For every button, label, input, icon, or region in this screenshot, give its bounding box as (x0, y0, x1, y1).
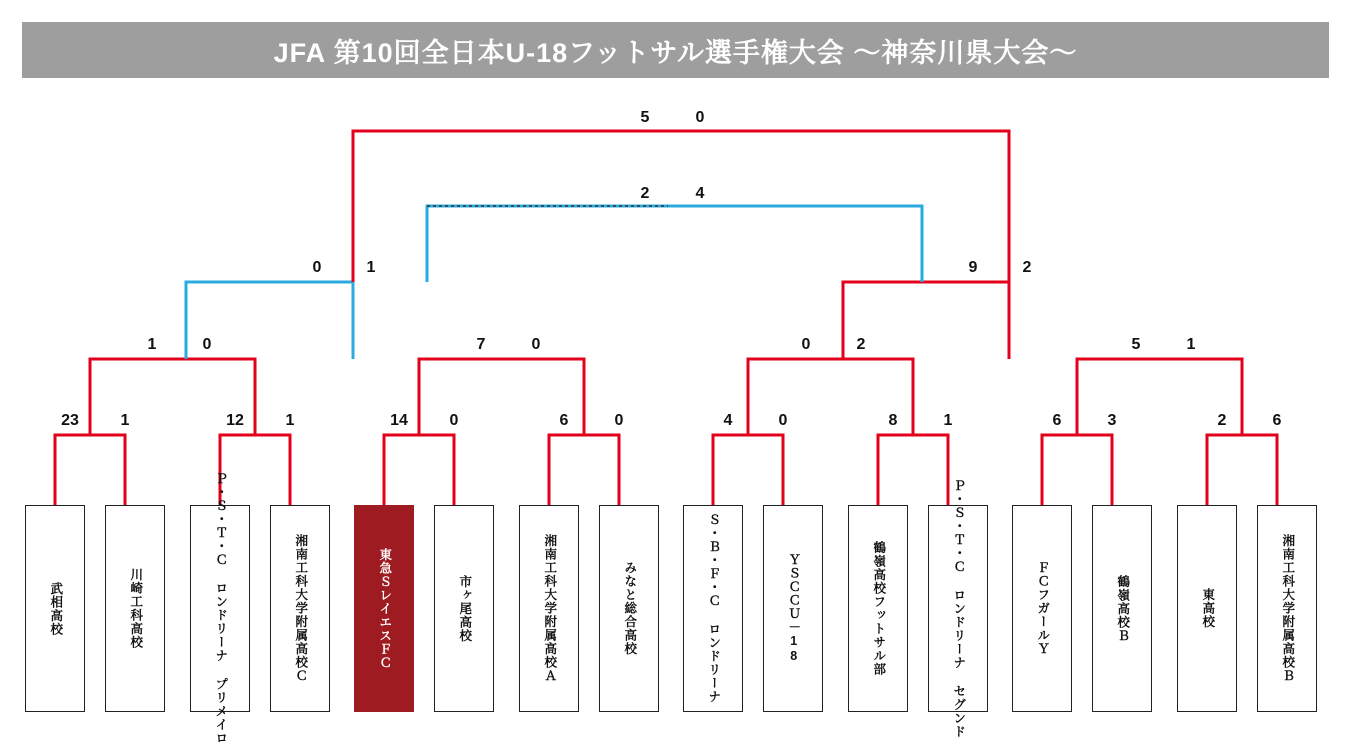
score-r1m4-right: 0 (614, 412, 624, 429)
team-name: 鶴嶺高校Ｂ (1115, 574, 1130, 643)
score-r1m1-left: 23 (61, 412, 79, 429)
team-name: 湘南工科大学附属高校Ｂ (1280, 534, 1295, 683)
team-name: Ｓ・Ｂ・Ｆ・Ｃ ロンドリーナ (706, 513, 721, 704)
score-qf4-left: 5 (1131, 336, 1141, 353)
team-box[interactable] (928, 478, 988, 739)
score-sf1-right: 1 (366, 259, 376, 276)
team-box[interactable] (683, 505, 743, 712)
score-r1m3-left: 14 (390, 412, 408, 429)
score-r1m7-left: 6 (1052, 412, 1062, 429)
score-final-right: 0 (695, 109, 705, 126)
score-qf3-right: 2 (856, 336, 866, 353)
team-name: 湘南工科大学附属高校Ｃ (293, 534, 308, 683)
team-name: 鶴嶺高校フットサル部 (871, 541, 886, 676)
team-name: Ｐ・Ｓ・Ｔ・Ｃ ロンドリーナ プリメイロ (213, 472, 228, 745)
score-third-left: 2 (640, 185, 650, 202)
score-r1m7-right: 3 (1107, 412, 1117, 429)
team-box[interactable] (1177, 505, 1237, 712)
team-box[interactable] (848, 505, 908, 712)
team-box[interactable] (1257, 505, 1317, 712)
team-box[interactable] (519, 505, 579, 712)
team-box[interactable] (190, 472, 250, 745)
score-qf1-left: 1 (147, 336, 157, 353)
score-r1m1-right: 1 (120, 412, 130, 429)
team-name: 川崎工科高校 (128, 568, 143, 649)
score-sf2-right: 2 (1022, 259, 1032, 276)
score-r1m5-left: 4 (723, 412, 733, 429)
score-qf4-right: 1 (1186, 336, 1196, 353)
score-r1m2-left: 12 (226, 412, 244, 429)
score-sf1-left: 0 (312, 259, 322, 276)
score-r1m6-left: 8 (888, 412, 898, 429)
score-r1m8-left: 2 (1217, 412, 1227, 429)
score-sf2-left: 9 (968, 259, 978, 276)
team-box[interactable] (1092, 505, 1152, 712)
team-box[interactable] (763, 505, 823, 712)
team-box[interactable] (434, 505, 494, 712)
score-r1m2-right: 1 (285, 412, 295, 429)
team-name: みなと総合高校 (622, 561, 637, 656)
team-name: ＹＳＣＣＵ－18 (786, 553, 801, 664)
score-r1m6-right: 1 (943, 412, 953, 429)
team-name: ＦＣフガールＹ (1035, 561, 1050, 656)
score-final-left: 5 (640, 109, 650, 126)
score-r1m4-left: 6 (559, 412, 569, 429)
score-r1m5-right: 0 (778, 412, 788, 429)
team-box-champion[interactable] (354, 505, 414, 712)
team-box[interactable] (270, 505, 330, 712)
score-r1m3-right: 0 (449, 412, 459, 429)
team-name: 市ヶ尾高校 (457, 574, 472, 643)
team-name: 東高校 (1200, 588, 1215, 629)
page-title: JFA 第10回全日本U-18フットサル選手権大会 ～神奈川県大会～ (273, 37, 1078, 68)
team-box[interactable] (1012, 505, 1072, 712)
score-qf2-left: 7 (476, 336, 486, 353)
team-name: Ｐ・Ｓ・Ｔ・Ｃ ロンドリーナ セグンド (951, 478, 966, 739)
team-name: 武相高校 (48, 581, 63, 636)
score-qf3-left: 0 (801, 336, 811, 353)
team-box[interactable] (25, 505, 85, 712)
team-name: 東急ＳレイエスＦＣ (377, 547, 392, 670)
team-box[interactable] (599, 505, 659, 712)
score-r1m8-right: 6 (1272, 412, 1282, 429)
team-name: 湘南工科大学附属高校Ａ (542, 534, 557, 683)
score-qf1-right: 0 (202, 336, 212, 353)
team-box[interactable] (105, 505, 165, 712)
score-qf2-right: 0 (531, 336, 541, 353)
score-third-right: 4 (695, 185, 705, 202)
